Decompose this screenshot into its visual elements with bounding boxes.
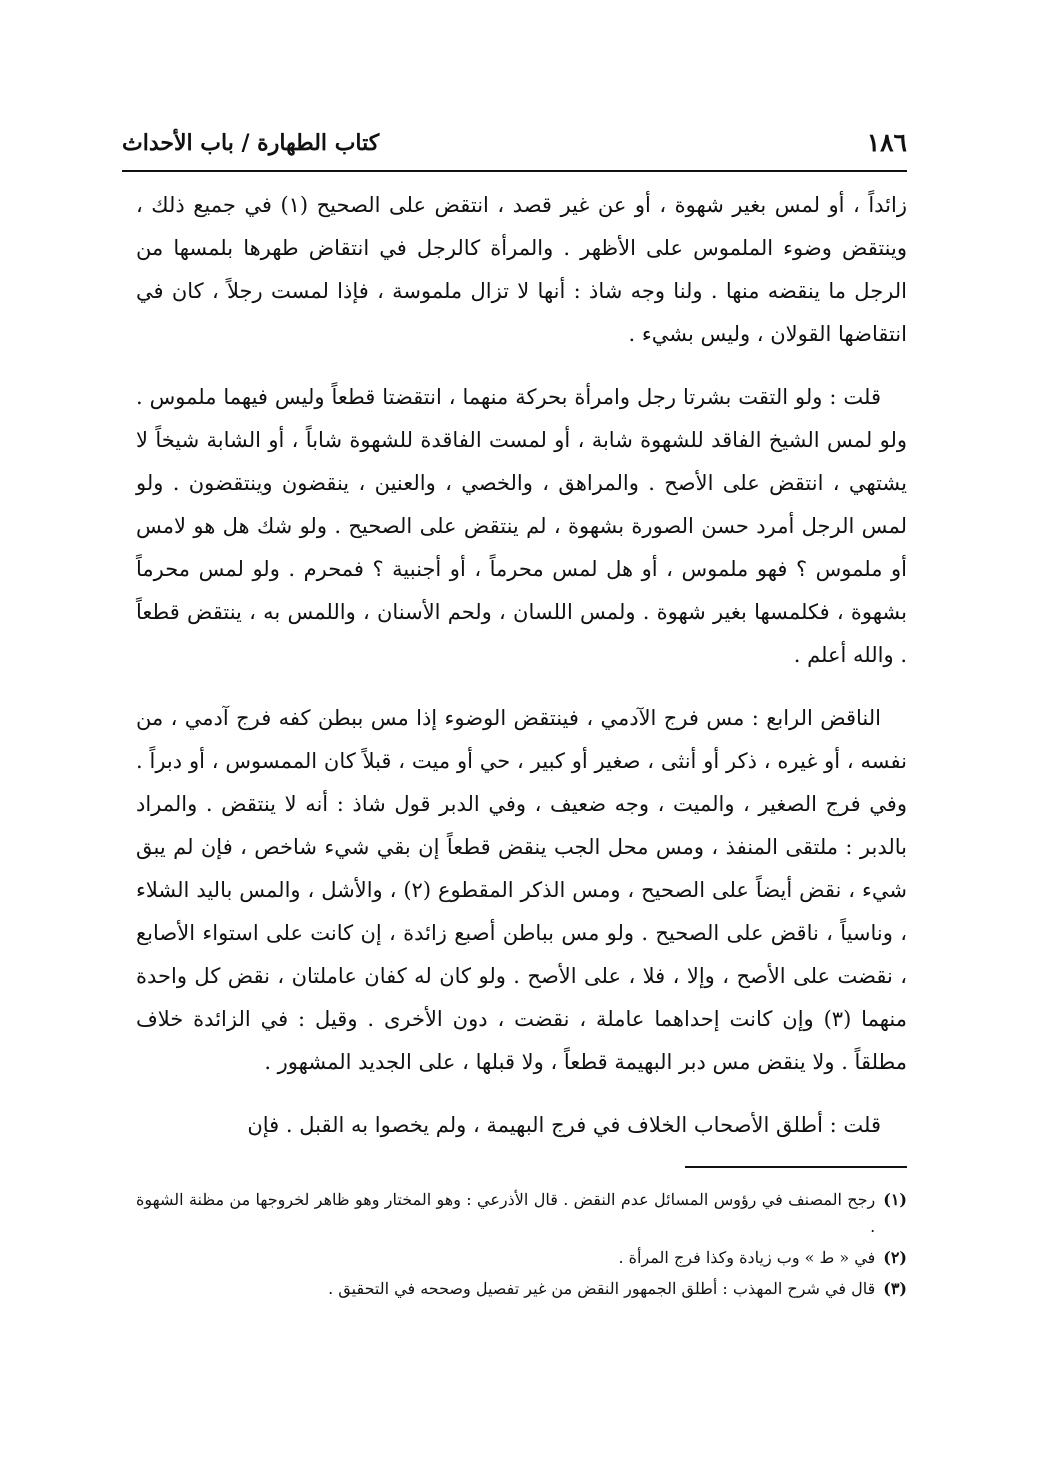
paragraph: قلت : أطلق الأصحاب الخلاف في فرج البهيمة ، ولم يخصوا به القبل . فإن	[247, 1113, 881, 1137]
footnote	[136, 1275, 907, 1302]
paragraph: قلت : ولو التقت بشرتا رجل وامرأة بحركة منهما ، انتقضتا قطعاً وليس فيهما ملموس . ولو لمس الشيخ الفاقد للشهوة شابة ، أو لمست الفاقدة للشهوة شاباً ، أو الشابة شيخاً لا يشتهي ، انتقض على الأصح . والمراهق ، والخصي ، والعنين ، ينقضون وينتقضون . ولو لمس الرجل أمرد حسن الصورة بشهوة ، لم ينتقض على الصحيح . ولو شك هل هو لامس أو ملموس ؟ فهو ملموس ، أو هل لمس محرماً ، أو أجنبية ؟ فمحرم . ولو لمس محرماً بشهوة ، فكلمسها بغير شهوة . ولمس اللسان ، ولحم الأسنان ، واللمس به ، ينتقض قطعاً . والله أعلم .	[136, 385, 907, 667]
footnote-text: رجح المصنف في رؤوس المسائل عدم النقض . قال الأذرعي : وهو المختار وهو ظاهر لخروجها من مظنة الشهوة .	[136, 1190, 876, 1236]
page-number: ١٨٦	[866, 128, 907, 157]
running-header	[122, 124, 907, 172]
footnote	[136, 1186, 907, 1240]
footnote-mark: (٣)	[883, 1279, 907, 1298]
main-text	[136, 184, 907, 1167]
footnote-mark: (١)	[883, 1190, 907, 1209]
footnote-text: في « ط » وب زيادة وكذا فرج المرأة .	[618, 1248, 876, 1267]
footnote	[136, 1244, 907, 1271]
chapter-title: كتاب الطهارة / باب الأحداث	[122, 130, 380, 156]
footnote-separator	[685, 1166, 907, 1168]
paragraph: الناقض الرابع : مس فرج الآدمي ، فينتقض الوضوء إذا مس ببطن كفه فرج آدمي ، من نفسه ، أو غيره ، ذكر أو أنثى ، صغير أو كبير ، حي أو ميت ، قبلاً كان الممسوس ، أو دبراً . وفي فرج الصغير ، والميت ، وجه ضعيف ، وفي الدبر قول شاذ : أنه لا ينتقض . والمراد بالدبر : ملتقى المنفذ ، ومس محل الجب ينقض قطعاً إن بقي شيء شاخص ، فإن لم يبق شيء ، نقض أيضاً على الصحيح ، ومس الذكر المقطوع (٢) ، والأشل ، والمس باليد الشلاء ، وناسياً ، ناقض على الصحيح . ولو مس بباطن أصبع زائدة ، إن كانت على استواء الأصابع ، نقضت على الأصح ، وإلا ، فلا ، على الأصح . ولو كان له كفان عاملتان ، نقض كل واحدة منهما (٣) وإن كانت إحداهما عاملة ، نقضت ، دون الأخرى . وقيل : في الزائدة خلاف مطلقاً . ولا ينقض مس دبر البهيمة قطعاً ، ولا قبلها ، على الجديد المشهور .	[136, 706, 907, 1074]
footnotes	[136, 1186, 907, 1306]
paragraph: زائداً ، أو لمس بغير شهوة ، أو عن غير قصد ، انتقض على الصحيح (١) في جميع ذلك ، وينتقض وضوء الملموس على الأظهر . والمرأة كالرجل في انتقاض طهرها بلمسها من الرجل ما ينقضه منها . ولنا وجه شاذ : أنها لا تزال ملموسة ، فإذا لمست رجلاً ، كان في انتقاضها القولان ، وليس بشيء .	[136, 193, 907, 346]
footnote-text: قال في شرح المهذب : أطلق الجمهور النقض من غير تفصيل وصححه في التحقيق .	[328, 1279, 876, 1298]
footnote-mark: (٢)	[883, 1248, 907, 1267]
